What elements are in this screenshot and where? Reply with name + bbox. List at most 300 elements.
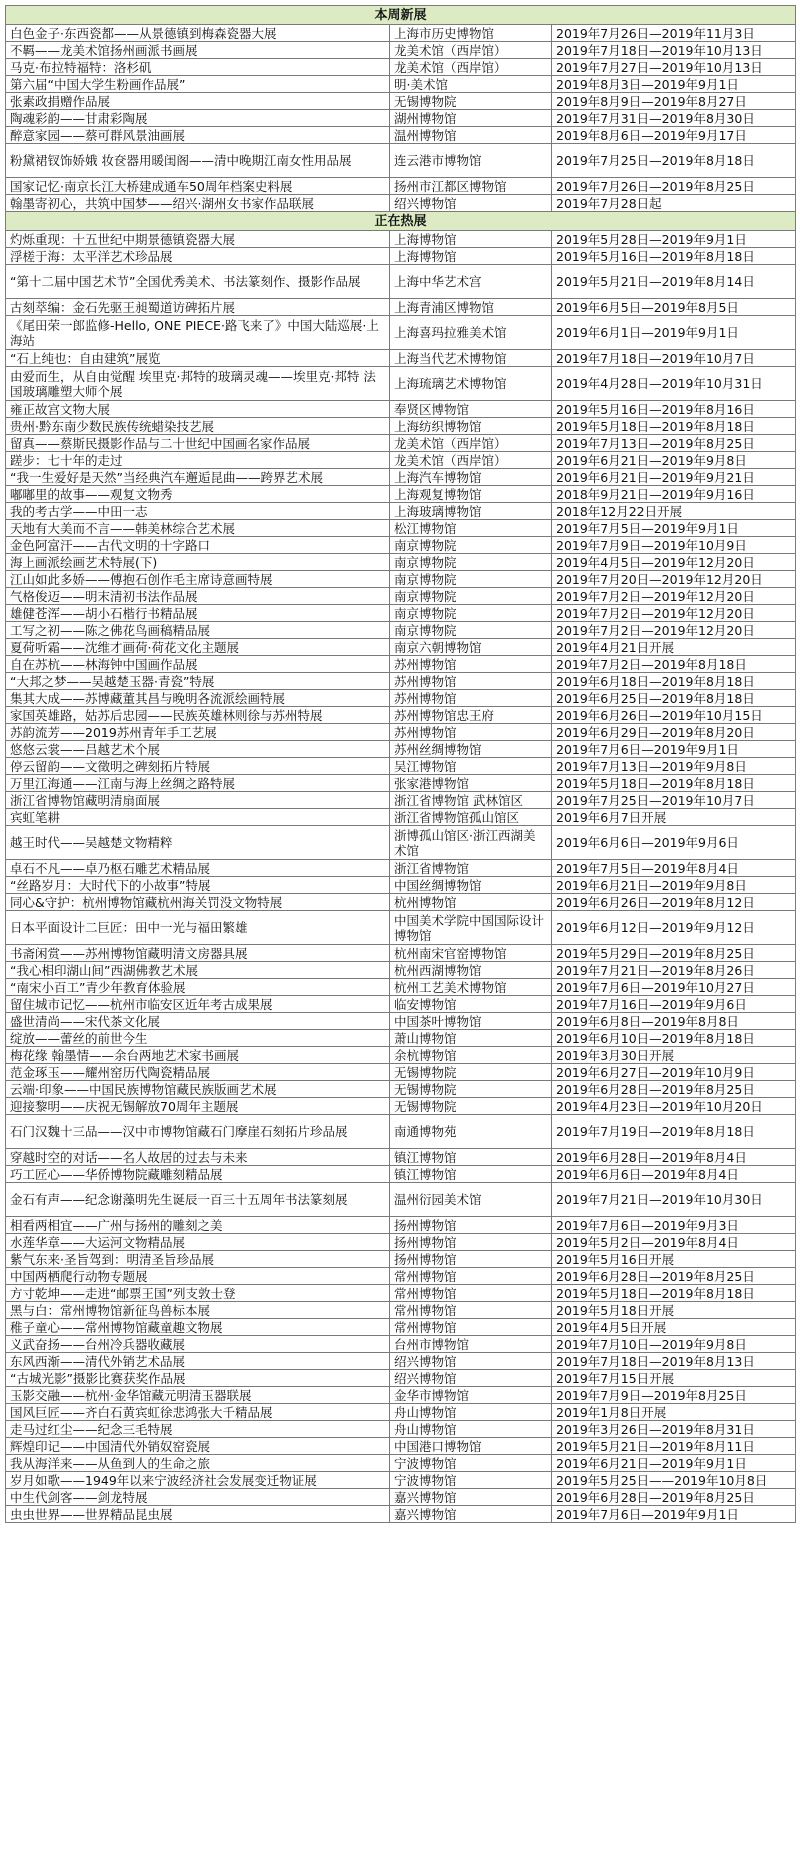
date-range-cell: 2019年6月7日开展: [552, 809, 796, 826]
table-row: [6, 622, 796, 639]
exhibition-name-cell: 自在苏杭——林海钟中国画作品展: [6, 656, 390, 673]
date-range-cell: 2019年7月25日—2019年8月18日: [552, 144, 796, 178]
table-row: [6, 265, 796, 299]
table-row: [6, 231, 796, 248]
venue-cell: 无锡博物院: [390, 1098, 552, 1115]
date-range-cell: 2019年4月5日开展: [552, 1319, 796, 1336]
date-range-cell: 2019年6月8日—2019年8月8日: [552, 1013, 796, 1030]
date-range-cell: 2019年6月28日—2019年8月25日: [552, 1489, 796, 1506]
date-range-cell: 2019年6月6日—2019年9月6日: [552, 826, 796, 860]
date-range-cell: 2019年7月13日—2019年9月8日: [552, 758, 796, 775]
date-range-cell: 2019年6月12日—2019年9月12日: [552, 911, 796, 945]
date-range-cell: 2019年7月6日—2019年10月27日: [552, 979, 796, 996]
date-range-cell: 2019年5月18日开展: [552, 1302, 796, 1319]
date-range-cell: 2019年6月21日—2019年9月21日: [552, 469, 796, 486]
exhibition-name-cell: 留真——蔡斯民摄影作品与二十世纪中国画名家作品展: [6, 435, 390, 452]
exhibition-name-cell: 中生代剑客——剑龙特展: [6, 1489, 390, 1506]
date-range-cell: 2019年6月28日—2019年8月4日: [552, 1149, 796, 1166]
table-row: [6, 894, 796, 911]
venue-cell: 苏州博物馆: [390, 724, 552, 741]
exhibition-name-cell: 家国英雄路，姑苏后忠园——民族英雄林则徐与苏州特展: [6, 707, 390, 724]
exhibition-name-cell: 岁月如歌——1949年以来宁波经济社会发展变迁物证展: [6, 1472, 390, 1489]
table-row: [6, 1336, 796, 1353]
table-row: [6, 537, 796, 554]
exhibition-name-cell: 日本平面设计二巨匠：田中一光与福田繁雄: [6, 911, 390, 945]
table-row: [6, 1268, 796, 1285]
table-row: [6, 554, 796, 571]
table-row: [6, 724, 796, 741]
date-range-cell: 2019年5月16日—2019年8月16日: [552, 401, 796, 418]
date-range-cell: 2019年6月26日—2019年8月12日: [552, 894, 796, 911]
exhibition-name-cell: 紫气东来·圣旨驾到：明清圣旨珍品展: [6, 1251, 390, 1268]
table-row: [6, 110, 796, 127]
table-row: [6, 144, 796, 178]
exhibition-name-cell: 虫虫世界——世界精品昆虫展: [6, 1506, 390, 1523]
table-row: [6, 741, 796, 758]
table-row: [6, 1387, 796, 1404]
date-range-cell: 2019年7月25日—2019年10月7日: [552, 792, 796, 809]
table-row: [6, 469, 796, 486]
venue-cell: 浙江省博物馆: [390, 860, 552, 877]
table-row: [6, 775, 796, 792]
exhibition-name-cell: 不羁——龙美术馆扬州画派书画展: [6, 42, 390, 59]
table-row: [6, 826, 796, 860]
exhibition-name-cell: 由爱而生，从自由觉醒 埃里克·邦特的玻璃灵魂——埃里克·邦特 法国玻璃雕塑大师个展: [6, 367, 390, 401]
date-range-cell: 2019年3月26日—2019年8月31日: [552, 1421, 796, 1438]
venue-cell: 连云港市博物馆: [390, 144, 552, 178]
venue-cell: 苏州博物馆忠王府: [390, 707, 552, 724]
venue-cell: 浙江省博物馆孤山馆区: [390, 809, 552, 826]
venue-cell: 余杭博物馆: [390, 1047, 552, 1064]
date-range-cell: 2019年4月5日—2019年12月20日: [552, 554, 796, 571]
date-range-cell: 2019年7月19日—2019年8月18日: [552, 1115, 796, 1149]
exhibition-name-cell: 停云留韵——文徵明之碑刻拓片特展: [6, 758, 390, 775]
venue-cell: 嘉兴博物馆: [390, 1489, 552, 1506]
date-range-cell: 2019年5月21日—2019年8月11日: [552, 1438, 796, 1455]
table-row: [6, 418, 796, 435]
venue-cell: 常州博物馆: [390, 1285, 552, 1302]
date-range-cell: 2019年5月29日—2019年8月25日: [552, 945, 796, 962]
exhibition-name-cell: 灼烁重现：十五世纪中期景德镇瓷器大展: [6, 231, 390, 248]
exhibition-name-cell: 苏韵流芳——2019苏州青年手工艺展: [6, 724, 390, 741]
venue-cell: 台州市博物馆: [390, 1336, 552, 1353]
venue-cell: 松江博物馆: [390, 520, 552, 537]
exhibition-name-cell: 书斋闲赏——苏州博物馆藏明清文房器具展: [6, 945, 390, 962]
table-row: [6, 656, 796, 673]
exhibition-name-cell: 翰墨寄初心，共筑中国梦——绍兴·湖州女书家作品联展: [6, 195, 390, 212]
table-row: [6, 860, 796, 877]
date-range-cell: 2019年6月18日—2019年8月18日: [552, 673, 796, 690]
exhibition-name-cell: 石门汉魏十三品——汉中市博物馆藏石门摩崖石刻拓片珍品展: [6, 1115, 390, 1149]
date-range-cell: 2019年6月25日—2019年8月18日: [552, 690, 796, 707]
table-row: [6, 605, 796, 622]
date-range-cell: 2019年7月2日—2019年8月18日: [552, 656, 796, 673]
date-range-cell: 2019年8月3日—2019年9月1日: [552, 76, 796, 93]
date-range-cell: 2019年6月29日—2019年8月20日: [552, 724, 796, 741]
table-row: [6, 1013, 796, 1030]
date-range-cell: 2019年1月8日开展: [552, 1404, 796, 1421]
venue-cell: 浙博孤山馆区·浙江西湖美术馆: [390, 826, 552, 860]
table-row: [6, 1421, 796, 1438]
exhibition-name-cell: 盛世清尚——宋代茶文化展: [6, 1013, 390, 1030]
table-row: [6, 1489, 796, 1506]
venue-cell: 无锡博物院: [390, 93, 552, 110]
date-range-cell: 2019年6月26日—2019年10月15日: [552, 707, 796, 724]
table-row: [6, 1047, 796, 1064]
date-range-cell: 2019年7月5日—2019年9月1日: [552, 520, 796, 537]
venue-cell: 绍兴博物馆: [390, 195, 552, 212]
exhibition-name-cell: 中国两栖爬行动物专题展: [6, 1268, 390, 1285]
date-range-cell: 2019年5月16日—2019年8月18日: [552, 248, 796, 265]
table-row: [6, 1183, 796, 1217]
exhibition-name-cell: 海上画派绘画艺术特展(下): [6, 554, 390, 571]
date-range-cell: 2019年6月21日—2019年9月1日: [552, 1455, 796, 1472]
date-range-cell: 2019年7月5日—2019年8月4日: [552, 860, 796, 877]
exhibition-name-cell: 走马过红尘——纪念三毛特展: [6, 1421, 390, 1438]
venue-cell: 南京六朝博物馆: [390, 639, 552, 656]
table-row: [6, 690, 796, 707]
venue-cell: 镇江博物馆: [390, 1166, 552, 1183]
exhibition-name-cell: “大邦之梦——吴越楚玉器·青瓷”特展: [6, 673, 390, 690]
exhibition-name-cell: 卓石不凡——卓乃枢石雕艺术精品展: [6, 860, 390, 877]
date-range-cell: 2019年7月26日—2019年11月3日: [552, 25, 796, 42]
venue-cell: 苏州博物馆: [390, 673, 552, 690]
exhibition-name-cell: 古刻萃编：金石先驱王昶蜀道访碑拓片展: [6, 299, 390, 316]
exhibition-name-cell: 东风西渐——清代外销艺术品展: [6, 1353, 390, 1370]
venue-cell: 上海喜玛拉雅美术馆: [390, 316, 552, 350]
table-row: [6, 1302, 796, 1319]
venue-cell: 镇江博物馆: [390, 1149, 552, 1166]
venue-cell: 中国港口博物馆: [390, 1438, 552, 1455]
table-row: [6, 877, 796, 894]
exhibition-name-cell: 巧工匠心——华侨博物院藏雕刻精品展: [6, 1166, 390, 1183]
venue-cell: 龙美术馆（西岸馆）: [390, 435, 552, 452]
table-row: [6, 1217, 796, 1234]
venue-cell: 南京博物院: [390, 605, 552, 622]
date-range-cell: 2019年5月16日开展: [552, 1251, 796, 1268]
venue-cell: 绍兴博物馆: [390, 1353, 552, 1370]
table-row: [6, 1353, 796, 1370]
venue-cell: 南京博物院: [390, 622, 552, 639]
exhibition-name-cell: “南宋小百工”青少年教育体验展: [6, 979, 390, 996]
venue-cell: 龙美术馆（西岸馆）: [390, 452, 552, 469]
date-range-cell: 2019年7月28日起: [552, 195, 796, 212]
date-range-cell: 2019年4月21日开展: [552, 639, 796, 656]
date-range-cell: 2018年12月22日开展: [552, 503, 796, 520]
date-range-cell: 2019年7月18日—2019年8月13日: [552, 1353, 796, 1370]
exhibition-name-cell: 范金琢玉——耀州窑历代陶瓷精品展: [6, 1064, 390, 1081]
exhibition-table-body: [6, 6, 796, 1523]
table-row: [6, 792, 796, 809]
exhibition-name-cell: 我从海洋来——从鱼到人的生命之旅: [6, 1455, 390, 1472]
table-row: [6, 945, 796, 962]
exhibition-name-cell: 水莲华章——大运河文物精品展: [6, 1234, 390, 1251]
venue-cell: 苏州博物馆: [390, 690, 552, 707]
date-range-cell: 2019年5月18日—2019年8月18日: [552, 775, 796, 792]
exhibition-name-cell: 义武奋扬——台州冷兵器收藏展: [6, 1336, 390, 1353]
venue-cell: 上海纺织博物馆: [390, 418, 552, 435]
date-range-cell: 2019年7月15日开展: [552, 1370, 796, 1387]
exhibition-name-cell: 集其大成——苏博藏董其昌与晚明各流派绘画特展: [6, 690, 390, 707]
date-range-cell: 2019年4月28日—2019年10月31日: [552, 367, 796, 401]
exhibition-name-cell: 江山如此多娇——傅抱石创作毛主席诗意画特展: [6, 571, 390, 588]
venue-cell: 苏州博物馆: [390, 656, 552, 673]
exhibition-name-cell: 马克·布拉特福特：洛杉矶: [6, 59, 390, 76]
venue-cell: 上海市历史博物馆: [390, 25, 552, 42]
venue-cell: 湖州博物馆: [390, 110, 552, 127]
exhibition-name-cell: 辉煌印记——中国清代外销奴窑瓷展: [6, 1438, 390, 1455]
exhibition-name-cell: 宾虹笔耕: [6, 809, 390, 826]
table-row: [6, 1438, 796, 1455]
venue-cell: 宁波博物馆: [390, 1455, 552, 1472]
venue-cell: 南京博物院: [390, 537, 552, 554]
table-row: [6, 962, 796, 979]
exhibition-name-cell: 工写之初——陈之佛花鸟画稿精品展: [6, 622, 390, 639]
venue-cell: 中国美术学院中国国际设计博物馆: [390, 911, 552, 945]
exhibition-name-cell: 贵州·黔东南少数民族传统蜡染技艺展: [6, 418, 390, 435]
date-range-cell: 2019年6月28日—2019年8月25日: [552, 1268, 796, 1285]
exhibition-name-cell: “我一生爱好是天然”当经典汽车邂逅昆曲——跨界艺术展: [6, 469, 390, 486]
exhibition-name-cell: 第六届“中国大学生粉画作品展”: [6, 76, 390, 93]
venue-cell: 上海汽车博物馆: [390, 469, 552, 486]
venue-cell: 临安博物馆: [390, 996, 552, 1013]
exhibition-name-cell: 蹉步：七十年的走过: [6, 452, 390, 469]
exhibition-name-cell: 浙江省博物馆藏明清扇面展: [6, 792, 390, 809]
date-range-cell: 2019年5月2日—2019年8月4日: [552, 1234, 796, 1251]
venue-cell: 无锡博物院: [390, 1064, 552, 1081]
date-range-cell: 2019年5月21日—2019年8月14日: [552, 265, 796, 299]
exhibition-name-cell: 白色金子·东西瓷都——从景德镇到梅森瓷器大展: [6, 25, 390, 42]
exhibition-name-cell: 留住城市记忆——杭州市临安区近年考古成果展: [6, 996, 390, 1013]
table-row: [6, 178, 796, 195]
date-range-cell: 2019年7月6日—2019年9月1日: [552, 1506, 796, 1523]
venue-cell: 杭州工艺美术博物馆: [390, 979, 552, 996]
venue-cell: 萧山博物馆: [390, 1030, 552, 1047]
table-row: [6, 1098, 796, 1115]
exhibition-name-cell: 《尾田荣一郎监修-Hello, ONE PIECE·路飞来了》中国大陆巡展·上海站: [6, 316, 390, 350]
venue-cell: 无锡博物院: [390, 1081, 552, 1098]
date-range-cell: 2019年6月1日—2019年9月1日: [552, 316, 796, 350]
exhibition-name-cell: 天地有大美而不言——韩美林综合艺术展: [6, 520, 390, 537]
date-range-cell: 2019年5月28日—2019年9月1日: [552, 231, 796, 248]
exhibition-name-cell: 黑与白：常州博物馆新征鸟兽标本展: [6, 1302, 390, 1319]
exhibition-name-cell: “古城光影”摄影比赛获奖作品展: [6, 1370, 390, 1387]
section-header: [6, 6, 796, 25]
table-row: [6, 639, 796, 656]
venue-cell: 扬州博物馆: [390, 1234, 552, 1251]
exhibition-name-cell: 绽放——蕾丝的前世今生: [6, 1030, 390, 1047]
date-range-cell: 2018年9月21日—2019年9月16日: [552, 486, 796, 503]
table-row: [6, 1030, 796, 1047]
exhibition-name-cell: 万里江海通——江南与海上丝绸之路特展: [6, 775, 390, 792]
table-row: [6, 673, 796, 690]
exhibition-name-cell: 云端·印象——中国民族博物馆藏民族版画艺术展: [6, 1081, 390, 1098]
venue-cell: 上海青浦区博物馆: [390, 299, 552, 316]
date-range-cell: 2019年7月21日—2019年10月30日: [552, 1183, 796, 1217]
venue-cell: 杭州西湖博物馆: [390, 962, 552, 979]
date-range-cell: 2019年5月18日—2019年8月18日: [552, 418, 796, 435]
venue-cell: 龙美术馆（西岸馆）: [390, 59, 552, 76]
exhibition-name-cell: 穿越时空的对话——名人故居的过去与未来: [6, 1149, 390, 1166]
table-row: [6, 1115, 796, 1149]
section-header: [6, 212, 796, 231]
exhibition-name-cell: 陶魂彩韵——甘肃彩陶展: [6, 110, 390, 127]
venue-cell: 上海博物馆: [390, 231, 552, 248]
table-row: [6, 1404, 796, 1421]
exhibition-name-cell: 国风巨匠——齐白石黄宾虹徐悲鸿张大千精品展: [6, 1404, 390, 1421]
section-title: 正在热展: [6, 212, 796, 231]
date-range-cell: 2019年7月10日—2019年9月8日: [552, 1336, 796, 1353]
venue-cell: 宁波博物馆: [390, 1472, 552, 1489]
date-range-cell: 2019年7月31日—2019年8月30日: [552, 110, 796, 127]
table-row: [6, 401, 796, 418]
exhibition-name-cell: “丝路岁月：大时代下的小故事”特展: [6, 877, 390, 894]
section-title: 本周新展: [6, 6, 796, 25]
table-row: [6, 93, 796, 110]
exhibition-name-cell: 我的考古学——中田一志: [6, 503, 390, 520]
exhibition-name-cell: “我心相印湖山间”西湖佛教艺术展: [6, 962, 390, 979]
exhibition-name-cell: 金石有声——纪念谢藻明先生诞辰一百三十五周年书法篆刻展: [6, 1183, 390, 1217]
venue-cell: 上海琉璃艺术博物馆: [390, 367, 552, 401]
exhibition-name-cell: 相看两相宜——广州与扬州的雕刻之美: [6, 1217, 390, 1234]
venue-cell: 上海博物馆: [390, 248, 552, 265]
date-range-cell: 2019年6月10日—2019年8月18日: [552, 1030, 796, 1047]
date-range-cell: 2019年7月16日—2019年9月6日: [552, 996, 796, 1013]
date-range-cell: 2019年6月27日—2019年10月9日: [552, 1064, 796, 1081]
venue-cell: 吴江博物馆: [390, 758, 552, 775]
date-range-cell: 2019年3月30日开展: [552, 1047, 796, 1064]
exhibition-name-cell: “第十二届中国艺术节”全国优秀美术、书法篆刻作、摄影作品展: [6, 265, 390, 299]
venue-cell: 明·美术馆: [390, 76, 552, 93]
exhibition-name-cell: 金色阿富汗——古代文明的十字路口: [6, 537, 390, 554]
table-row: [6, 1166, 796, 1183]
exhibition-name-cell: 夏荷听霜——沈维才画荷·荷花文化主题展: [6, 639, 390, 656]
venue-cell: 张家港博物馆: [390, 775, 552, 792]
table-row: [6, 1064, 796, 1081]
venue-cell: 南京博物院: [390, 554, 552, 571]
table-row: [6, 1455, 796, 1472]
venue-cell: 扬州市江都区博物馆: [390, 178, 552, 195]
date-range-cell: 2019年6月21日—2019年9月8日: [552, 452, 796, 469]
venue-cell: 嘉兴博物馆: [390, 1506, 552, 1523]
exhibition-name-cell: 越王时代——吴越楚文物精粹: [6, 826, 390, 860]
table-row: [6, 1370, 796, 1387]
table-row: [6, 758, 796, 775]
date-range-cell: 2019年7月18日—2019年10月13日: [552, 42, 796, 59]
table-row: [6, 979, 796, 996]
date-range-cell: 2019年7月20日—2019年12月20日: [552, 571, 796, 588]
venue-cell: 南通博物苑: [390, 1115, 552, 1149]
date-range-cell: 2019年7月9日—2019年10月9日: [552, 537, 796, 554]
table-row: [6, 25, 796, 42]
venue-cell: 常州博物馆: [390, 1268, 552, 1285]
venue-cell: 南京博物院: [390, 571, 552, 588]
exhibition-name-cell: 悠悠云裳——吕越艺术个展: [6, 741, 390, 758]
venue-cell: 金华市博物馆: [390, 1387, 552, 1404]
table-row: [6, 350, 796, 367]
table-row: [6, 1285, 796, 1302]
venue-cell: 舟山博物馆: [390, 1404, 552, 1421]
date-range-cell: 2019年8月6日—2019年9月17日: [552, 127, 796, 144]
table-row: [6, 1319, 796, 1336]
exhibition-name-cell: 气格俊迈——明末清初书法作品展: [6, 588, 390, 605]
date-range-cell: 2019年7月9日—2019年8月25日: [552, 1387, 796, 1404]
table-row: [6, 571, 796, 588]
exhibition-name-cell: 雄健苍浑——胡小石楷行书精品展: [6, 605, 390, 622]
venue-cell: 扬州博物馆: [390, 1217, 552, 1234]
venue-cell: 上海中华艺术宫: [390, 265, 552, 299]
exhibition-name-cell: 雍正故宫文物大展: [6, 401, 390, 418]
table-row: [6, 1149, 796, 1166]
table-row: [6, 76, 796, 93]
date-range-cell: 2019年7月21日—2019年8月26日: [552, 962, 796, 979]
venue-cell: 温州博物馆: [390, 127, 552, 144]
table-row: [6, 486, 796, 503]
table-row: [6, 996, 796, 1013]
table-row: [6, 367, 796, 401]
exhibition-name-cell: 玉影交融——杭州·金华馆藏元明清玉器联展: [6, 1387, 390, 1404]
date-range-cell: 2019年6月28日—2019年8月25日: [552, 1081, 796, 1098]
date-range-cell: 2019年7月6日—2019年9月3日: [552, 1217, 796, 1234]
table-row: [6, 127, 796, 144]
venue-cell: 扬州博物馆: [390, 1251, 552, 1268]
venue-cell: 中国丝绸博物馆: [390, 877, 552, 894]
venue-cell: 奉贤区博物馆: [390, 401, 552, 418]
venue-cell: 苏州丝绸博物馆: [390, 741, 552, 758]
exhibition-name-cell: 迎接黎明——庆祝无锡解放70周年主题展: [6, 1098, 390, 1115]
exhibition-name-cell: 醉意家园——蔡可群风景油画展: [6, 127, 390, 144]
table-row: [6, 1472, 796, 1489]
exhibition-name-cell: 方寸乾坤——走进“邮票王国”列支敦士登: [6, 1285, 390, 1302]
table-row: [6, 520, 796, 537]
date-range-cell: 2019年7月18日—2019年10月7日: [552, 350, 796, 367]
table-row: [6, 1251, 796, 1268]
venue-cell: 常州博物馆: [390, 1319, 552, 1336]
table-row: [6, 503, 796, 520]
date-range-cell: 2019年6月21日—2019年9月8日: [552, 877, 796, 894]
date-range-cell: 2019年7月13日—2019年8月25日: [552, 435, 796, 452]
table-row: [6, 195, 796, 212]
date-range-cell: 2019年6月6日—2019年8月4日: [552, 1166, 796, 1183]
table-row: [6, 42, 796, 59]
table-row: [6, 809, 796, 826]
date-range-cell: 2019年4月23日—2019年10月20日: [552, 1098, 796, 1115]
date-range-cell: 2019年7月2日—2019年12月20日: [552, 622, 796, 639]
date-range-cell: 2019年6月5日—2019年8月5日: [552, 299, 796, 316]
table-row: [6, 248, 796, 265]
venue-cell: 杭州博物馆: [390, 894, 552, 911]
venue-cell: 浙江省博物馆 武林馆区: [390, 792, 552, 809]
exhibition-name-cell: 张素政捐赠作品展: [6, 93, 390, 110]
exhibition-table: [5, 5, 796, 1523]
venue-cell: 上海当代艺术博物馆: [390, 350, 552, 367]
table-row: [6, 707, 796, 724]
venue-cell: 中国茶叶博物馆: [390, 1013, 552, 1030]
date-range-cell: 2019年7月6日—2019年9月1日: [552, 741, 796, 758]
date-range-cell: 2019年7月2日—2019年12月20日: [552, 588, 796, 605]
table-row: [6, 588, 796, 605]
venue-cell: 绍兴博物馆: [390, 1370, 552, 1387]
venue-cell: 南京博物院: [390, 588, 552, 605]
venue-cell: 常州博物馆: [390, 1302, 552, 1319]
table-row: [6, 1081, 796, 1098]
table-row: [6, 435, 796, 452]
date-range-cell: 2019年7月2日—2019年12月20日: [552, 605, 796, 622]
venue-cell: 舟山博物馆: [390, 1421, 552, 1438]
table-row: [6, 299, 796, 316]
table-row: [6, 59, 796, 76]
date-range-cell: 2019年5月25日——2019年10月8日: [552, 1472, 796, 1489]
